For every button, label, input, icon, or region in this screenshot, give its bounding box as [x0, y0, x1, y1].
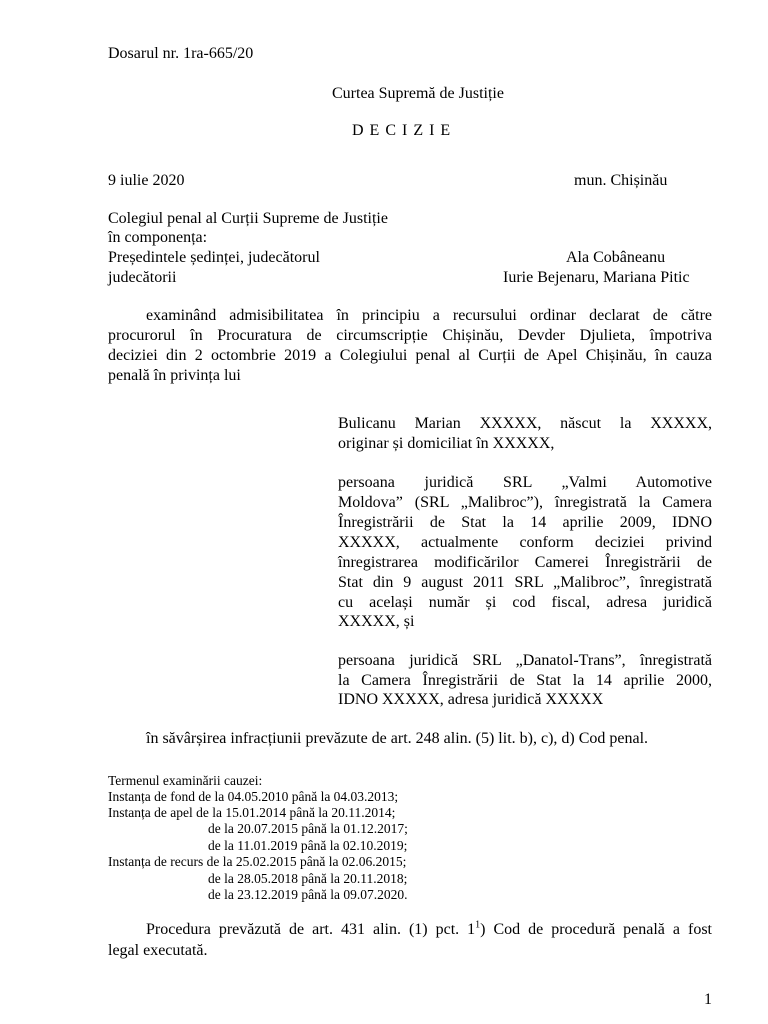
procedure-line1	[146, 920, 712, 940]
defendant-line: XXXXX, și	[338, 613, 415, 630]
defendant-line: la Camera Înregistrării de Stat la 14 aprilie 2000,	[338, 672, 712, 689]
president-name: Ala Cobâneanu	[566, 249, 666, 266]
court-name: Curtea Supremă de Justiție	[332, 85, 504, 102]
defendant-line: Moldova” (SRL „Malibroc”), înregistrată la Camera	[338, 494, 712, 511]
offense-text: în săvârșirea infracțiunii prevăzute de art. 248 alin. (5) lit. b), c), d) Cod penal.	[146, 730, 649, 747]
defendant-line: IDNO XXXXX, adresa juridică XXXXX	[338, 691, 604, 708]
defendant-line: înregistrarea modificărilor Camerei Înregistrării de	[338, 554, 712, 571]
defendant-line: persoana juridică SRL „Danatol-Trans”, înregistrată	[338, 652, 712, 669]
defendant-line: cu același număr și cod fiscal, adresa juridică	[338, 594, 712, 611]
defendant-line: XXXXX, actualmente conform deciziei privind	[338, 534, 712, 551]
terms-line: Instanța de fond de la 04.05.2010 până la 04.03.2013;	[108, 789, 399, 804]
president-label: Președintele ședinței, judecătorul	[108, 249, 320, 266]
defendant-line: persoana juridică SRL „Valmi Automotive	[338, 474, 712, 491]
procedure-text: Procedura prevăzută de art. 431 alin. (1) pct. 1	[146, 921, 476, 938]
terms-line: de la 11.01.2019 până la 02.10.2019;	[208, 838, 408, 853]
panel-line1: Colegiul penal al Curții Supreme de Justiție	[108, 210, 388, 227]
terms-line: Instanța de recurs de la 25.02.2015 până la 02.06.2015;	[108, 854, 407, 869]
decision-place: mun. Chișinău	[574, 172, 668, 189]
defendant-line: Bulicanu Marian XXXXX, născut la XXXXX,	[338, 415, 712, 432]
procedure-line2: legal executată.	[108, 942, 208, 959]
defendant-line: Înregistrării de Stat la 14 aprilie 2009, IDNO	[338, 514, 712, 531]
defendant-line: Stat din 9 august 2011 SRL „Malibroc”, înregistrată	[338, 574, 712, 591]
judges-names: Iurie Bejenaru, Mariana Pitic	[503, 269, 690, 286]
document-title: D E C I Z I E	[352, 122, 452, 139]
file-number: Dosarul nr. 1ra-665/20	[108, 45, 254, 62]
intro-line: examinând admisibilitatea în principiu a recursului ordinar declarat de către	[146, 307, 712, 324]
panel-line2: în componența:	[108, 229, 208, 246]
intro-line: deciziei din 2 octombrie 2019 a Colegiului penal al Curții de Apel Chișinău, în cauza	[108, 347, 712, 364]
procedure-text: ) Cod de procedură penală a fost	[480, 921, 712, 938]
procedure-superscript: 1	[475, 919, 481, 931]
terms-title: Termenul examinării cauzei:	[108, 773, 263, 788]
intro-line: penală în privința lui	[108, 367, 241, 384]
judges-label: judecătorii	[108, 269, 177, 286]
page-number: 1	[704, 991, 712, 1008]
terms-line: de la 28.05.2018 până la 20.11.2018;	[208, 871, 408, 886]
terms-line: Instanța de apel de la 15.01.2014 până la 20.11.2014;	[108, 805, 396, 820]
terms-line: de la 20.07.2015 până la 01.12.2017;	[208, 821, 408, 836]
decision-date: 9 iulie 2020	[108, 172, 185, 189]
terms-line: de la 23.12.2019 până la 09.07.2020.	[208, 887, 408, 902]
intro-line: procurorul în Procuratura de circumscripție Chișinău, Devder Djulieta, împotriva	[108, 327, 712, 344]
defendant-line: originar și domiciliat în XXXXX,	[338, 435, 555, 452]
